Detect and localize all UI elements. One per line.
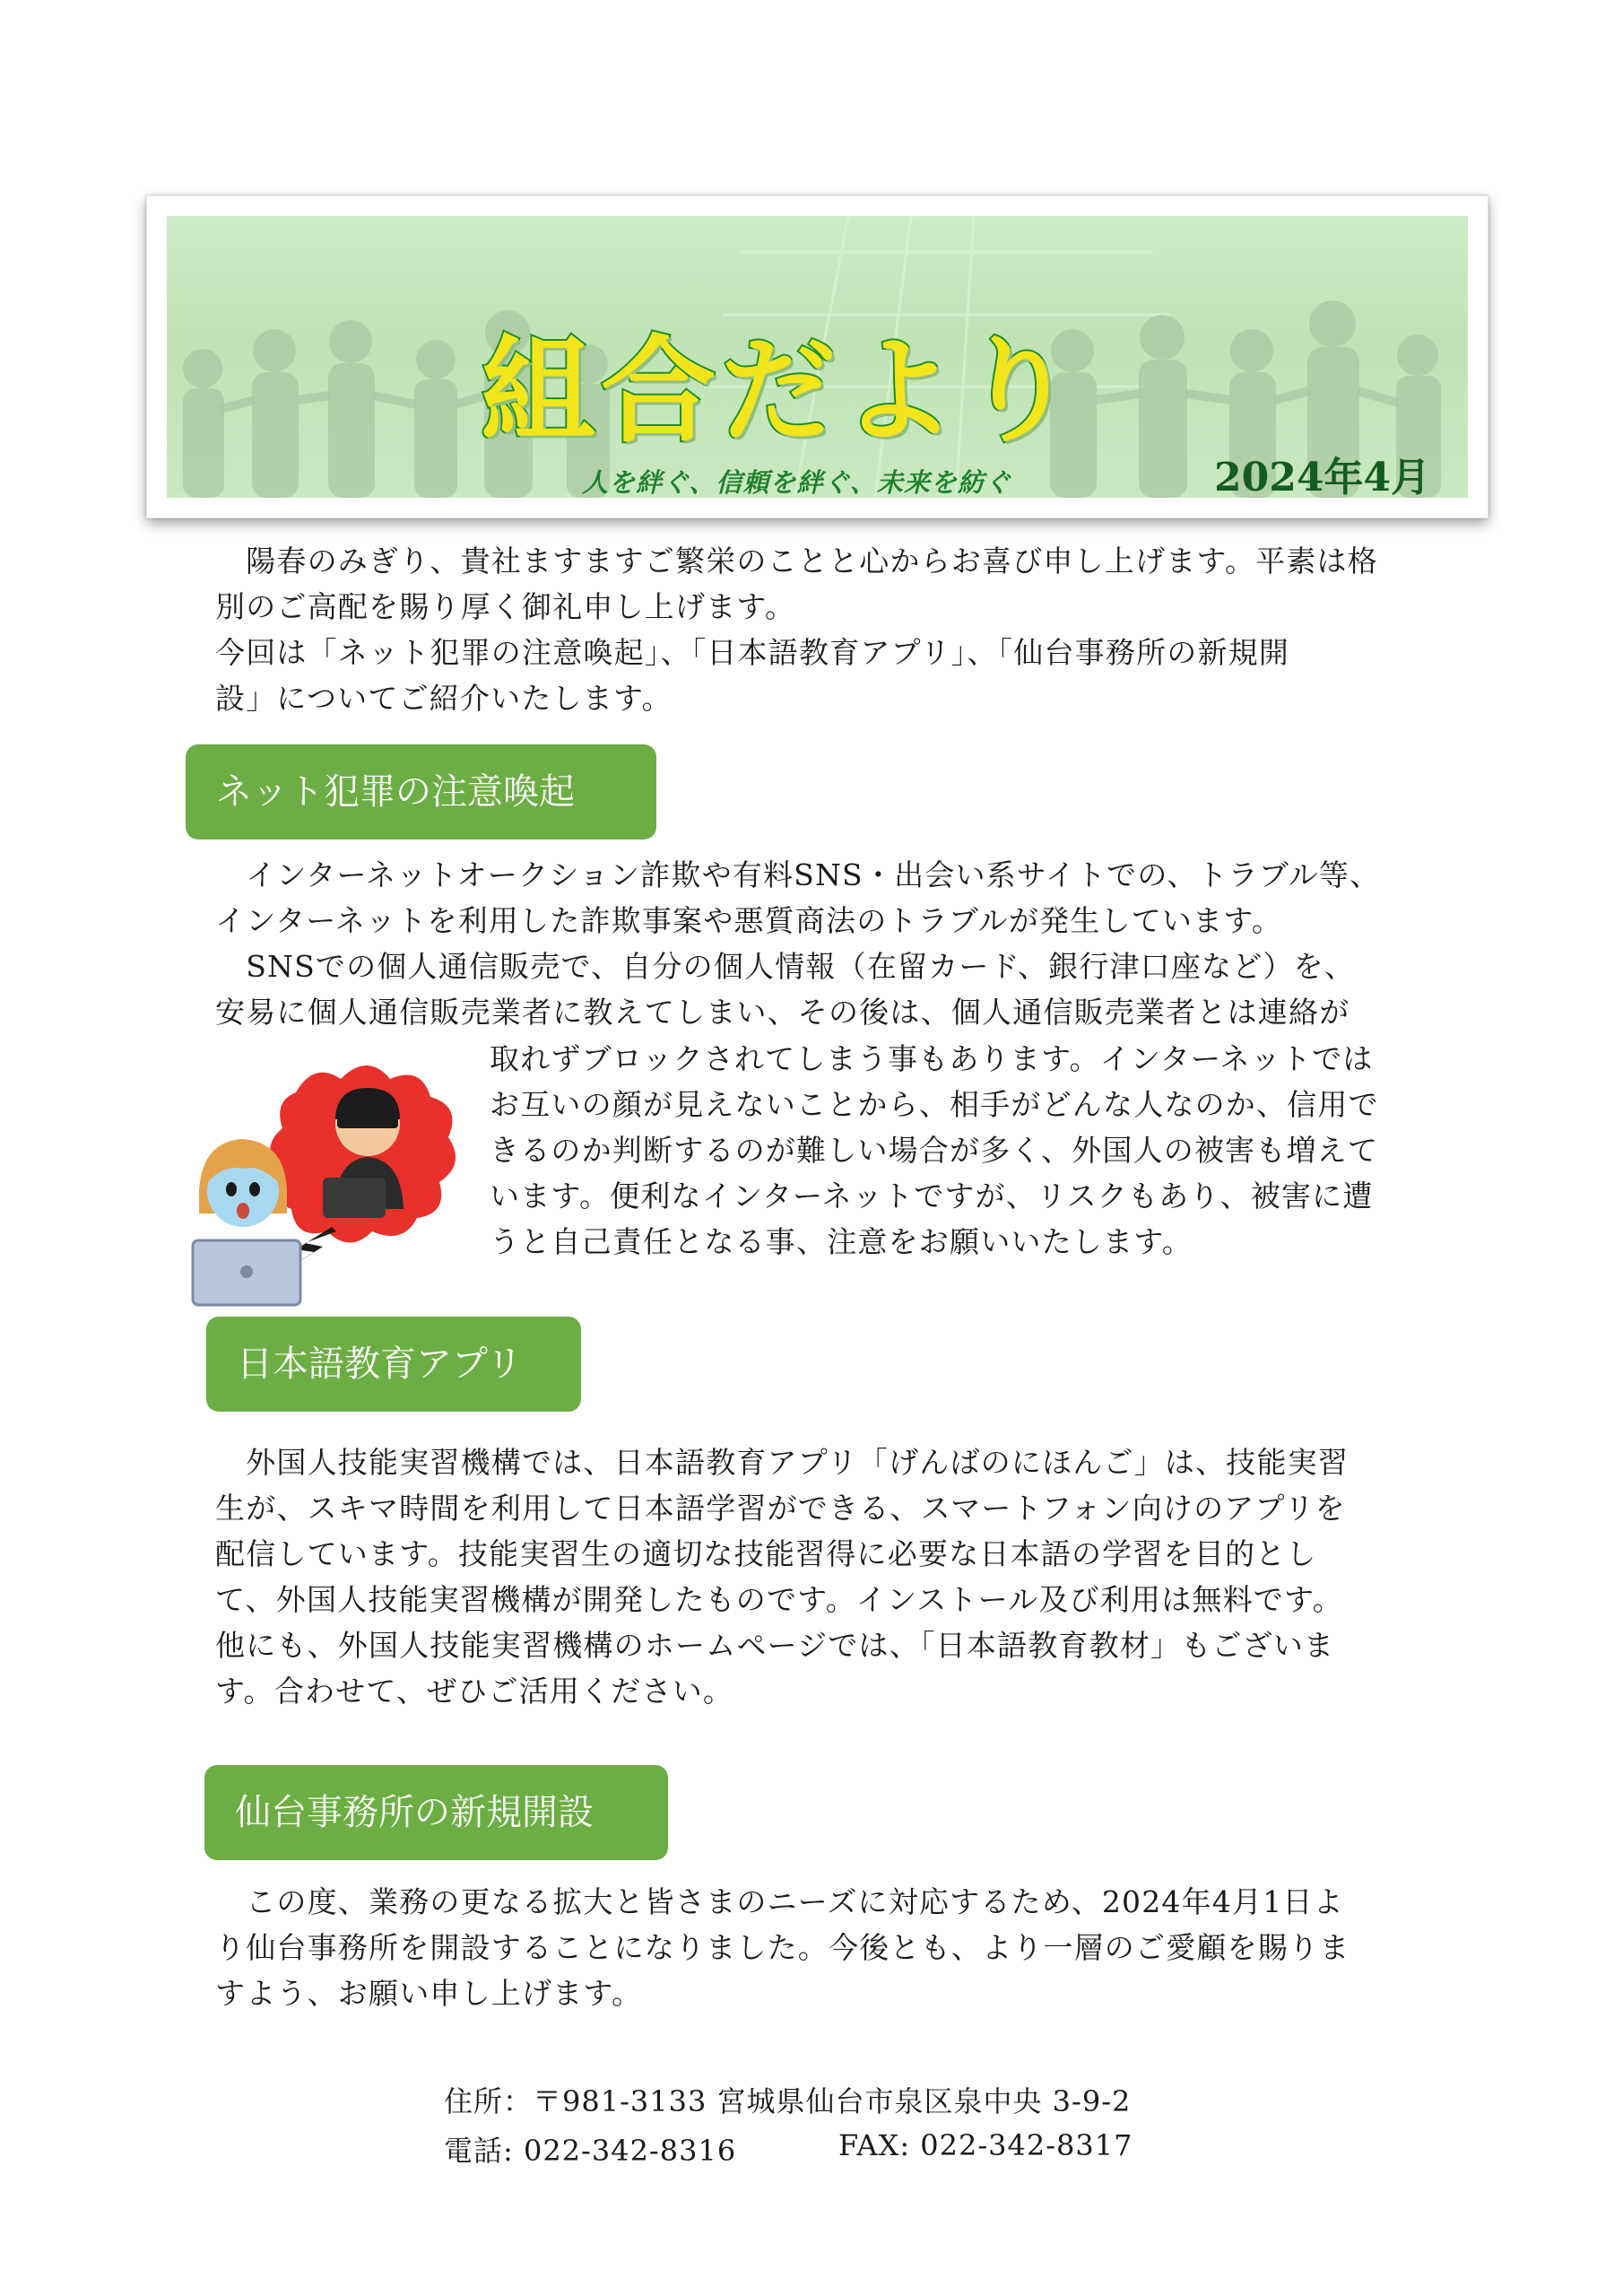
section-heading-net-crime: ネット犯罪の注意喚起 bbox=[186, 744, 656, 839]
newsletter-slogan: 人を絆ぐ、信頼を絆ぐ、未来を紡ぐ bbox=[582, 467, 1011, 498]
banner-image bbox=[167, 216, 1468, 498]
body-line: すよう、お願い申し上げます。 bbox=[215, 1976, 643, 2011]
intro-line: 今回は「ネット犯罪の注意喚起」、「日本語教育アプリ」、「仙台事務所の新規開 bbox=[215, 635, 1290, 670]
intro-line: 陽春のみぎり、貴社ますますご繁栄のことと心からお喜び申し上げます。平素は格 bbox=[215, 544, 1378, 578]
body-line: 配信しています。技能実習生の適切な技能習得に必要な日本語の学習を目的とし bbox=[215, 1536, 1317, 1571]
body-line: インターネットを利用した詐欺事案や悪質商法のトラブルが発生しています。 bbox=[215, 903, 1283, 938]
fax-text: FAX: 022-342-8317 bbox=[838, 2128, 1133, 2162]
body-line: 安易に個人通信販売業者に教えてしまい、その後は、個人通信販売業者とは連絡が bbox=[215, 995, 1350, 1030]
header-banner bbox=[146, 196, 1488, 518]
issue-date: 2024年4月 bbox=[1214, 455, 1431, 498]
body-line: 取れずブロックされてしまう事もあります。インターネットでは bbox=[490, 1041, 1374, 1076]
phone-text: 電話: 022-342-8316 bbox=[444, 2134, 737, 2168]
address-text: 住所：〒981-3133 宮城県仙台市泉区泉中央 3-9-2 bbox=[444, 2084, 1132, 2118]
body-line: きるのか判断するのが難しい場合が多く、外国人の被害も増えて bbox=[490, 1133, 1379, 1168]
intro-line: 別のご高配を賜り厚く御礼申し上げます。 bbox=[215, 589, 796, 624]
online-fraud-illustration-icon bbox=[188, 1057, 466, 1308]
body-line: 外国人技能実習機構では、日本語教育アプリ「げんばのにほんご」は、技能実習 bbox=[215, 1445, 1350, 1480]
body-line: この度、業務の更なる拡大と皆さまのニーズに対応するため、2024年4月1日よ bbox=[215, 1884, 1344, 1919]
newsletter-title: 組合だより bbox=[481, 325, 1082, 458]
body-line: 生が、スキマ時間を利用して日本語学習ができる、スマートフォン向けのアプリを bbox=[215, 1491, 1346, 1526]
body-line: います。便利なインターネットですが、リスクもあり、被害に遭 bbox=[490, 1178, 1374, 1213]
body-line: うと自己責任となる事、注意をお願いいたします。 bbox=[490, 1224, 1193, 1259]
body-line: す。合わせて、ぜひご活用ください。 bbox=[215, 1674, 734, 1709]
body-line: SNSでの個人通信販売で、自分の個人情報（在留カード、銀行津口座など）を、 bbox=[215, 949, 1356, 984]
body-line: インターネットオークション詐欺や有料SNS・出会い系サイトでの、トラブル等、 bbox=[215, 857, 1381, 892]
body-line: り仙台事務所を開設することになりました。今後とも、より一層のご愛顧を賜りま bbox=[215, 1930, 1350, 1965]
body-line: お互いの顔が見えないことから、相手がどんな人なのか、信用で bbox=[490, 1087, 1379, 1122]
body-line: て、外国人技能実習機構が開発したものです。インストール及び利用は無料です。 bbox=[215, 1582, 1343, 1617]
body-line: 他にも、外国人技能実習機構のホームページでは、「日本語教育教材」もございま bbox=[215, 1628, 1335, 1663]
section-heading-japanese-app: 日本語教育アプリ bbox=[206, 1317, 581, 1412]
section-heading-sendai-office: 仙台事務所の新規開設 bbox=[204, 1765, 668, 1860]
intro-line: 設」についてご紹介いたします。 bbox=[215, 681, 673, 716]
